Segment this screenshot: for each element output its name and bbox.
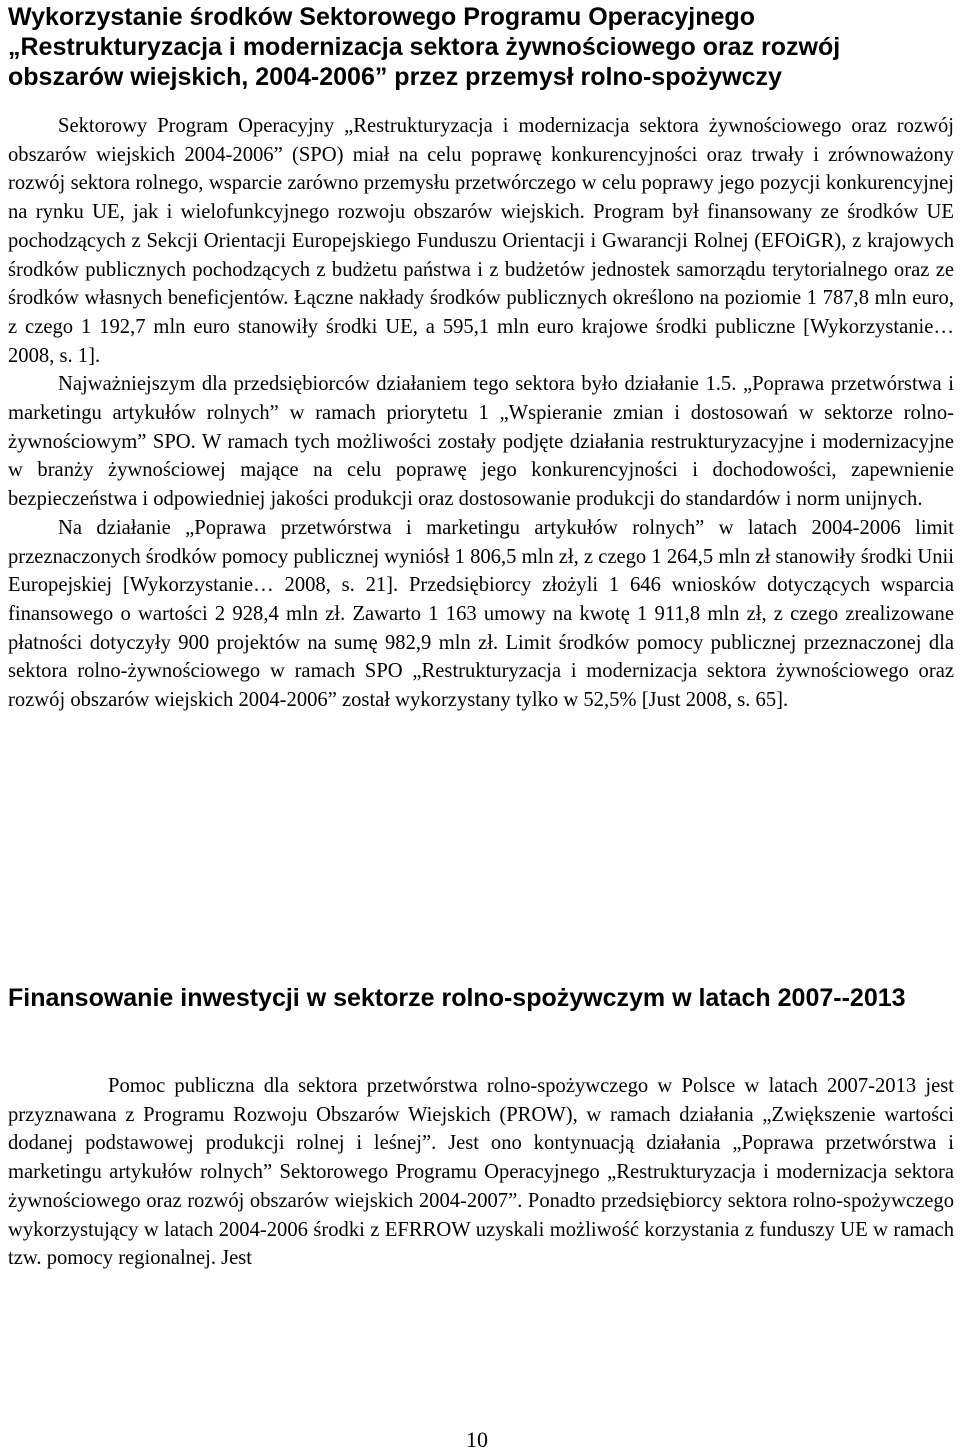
document-page [8, 0, 954, 1270]
body-paragraph: Najważniejszym dla przedsiębiorców działaniem tego sektora było działanie 1.5. „Poprawa przetwórstwa i marketingu artykułów rolnych” w ramach priorytetu 1 „Wspieranie zmian i dostosowań w sektorze rolno-żywnościowym” SPO. W ramach tych możliwości zostały podjęte działania restrukturyzacyjne i modernizacyjne w branży żywnościowej mające na celu poprawę jego konkurencyjności i dochodowości, zapewnienie bezpieczeństwa i odpowiedniej jakości produkcji oraz dostosowanie produkcji do standardów i norm unijnych. [8, 373, 954, 511]
section-heading: Finansowanie inwestycji w sektorze rolno-spożywczym w latach 2007--2013 [8, 984, 906, 1012]
body-paragraph: Pomoc publiczna dla sektora przetwórstwa rolno-spożywczego w Polsce w latach 2007-2013 jest przyznawana z Programu Rozwoju Obszarów Wiejskich (PROW), w ramach działania „Zwiększenie wartości dodanej podstawowej produkcji rolnej i leśnej”. Jest ono kontynuacją działania „Poprawa przetwórstwa i marketingu artykułów rolnych” Sektorowego Programu Operacyjnego „Restrukturyzacja i modernizacja sektora żywnościowego oraz rozwój obszarów wiejskich 2004-2007”. Ponadto przedsiębiorcy sektora rolno-spożywczego wykorzystujący w latach 2004-2006 środki z EFRROW uzyskali możliwość korzystania z funduszy UE w ramach tzw. pomocy regionalnej. Jest [8, 1075, 954, 1270]
body-paragraph: Sektorowy Program Operacyjny „Restrukturyzacja i modernizacja sektora żywnościowego oraz rozwój obszarów wiejskich 2004-2006” (SPO) miał na celu poprawę konkurencyjności oraz trwały i zrównoważony rozwój sektora rolnego, wsparcie zarówno przemysłu przetwórczego w celu poprawy jego pozycji konkurencyjnej na rynku UE, jak i wielofunkcyjnego rozwoju obszarów wiejskich. Program był finansowany ze środków UE pochodzących z Sekcji Orientacji Europejskiego Funduszu Orientacji i Gwarancji Rolnej (EFOiGR), z krajowych środków publicznych pochodzących z budżetu państwa i z budżetów jednostek samorządu terytorialnego oraz ze środków własnych beneficjentów. Łączne nakłady środków publicznych określono na poziomie 1 787,8 mln euro, z czego 1 192,7 mln euro stanowiły środki UE, a 595,1 mln euro krajowe środki publiczne [Wykorzystanie… 2008, s. 1]. [8, 115, 954, 367]
body-paragraph: Na działanie „Poprawa przetwórstwa i marketingu artykułów rolnych” w latach 2004-2006 limit przeznaczonych środków pomocy publicznej wyniósł 1 806,5 mln zł, z czego 1 264,5 mln zł stanowiły środki Unii Europejskiej [Wykorzystanie… 2008, s. 21]. Przedsiębiorcy złożyli 1 646 wniosków dotyczących wsparcia finansowego o wartości 2 928,4 mln zł. Zawarto 1 163 umowy na kwotę 1 911,8 mln zł, z czego zrealizowane płatności dotyczyły 900 projektów na sumę 982,9 mln zł. Limit środków pomocy publicznej przeznaczonej dla sektora rolno-żywnościowego w ramach SPO „Restrukturyzacja i modernizacja sektora żywnościowego oraz rozwój obszarów wiejskich 2004-2006” został wykorzystany tylko w 52,5% [Just 2008, s. 65]. [8, 516, 954, 712]
page-number: 10 [466, 1427, 488, 1452]
section-heading: Wykorzystanie środków Sektorowego Programu Operacyjnego „Restrukturyzacja i modernizacja sektora żywnościowego oraz rozwój obszarów wiejskich, 2004-2006” przez przemysł rolno-spożywczy [8, 3, 841, 91]
